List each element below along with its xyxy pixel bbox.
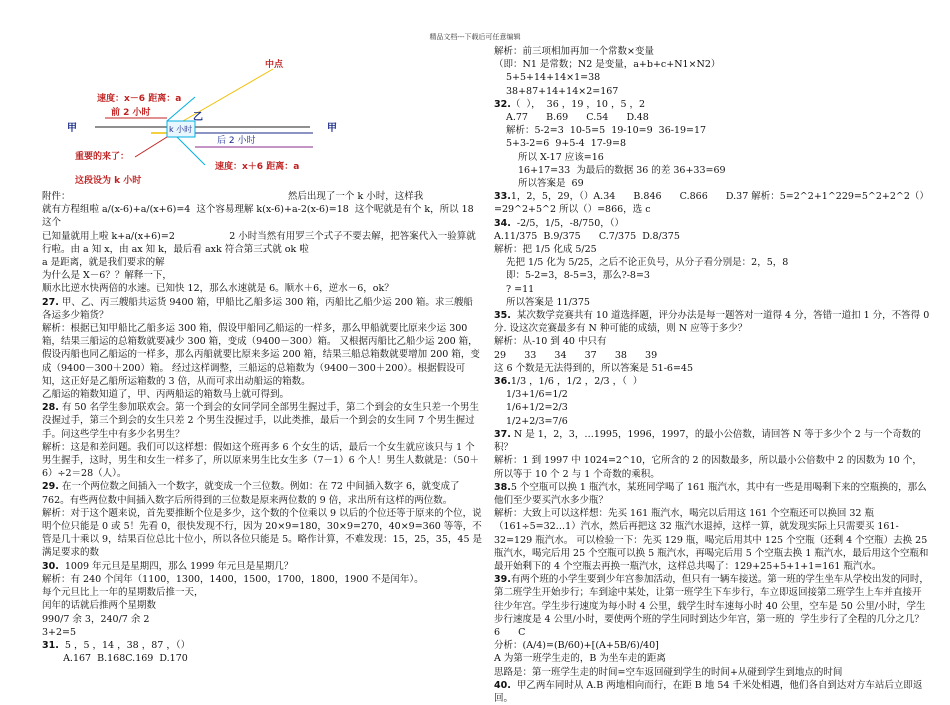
paragraph-text: 每个元旦比上一年的星期数后推一天， bbox=[42, 587, 204, 599]
jia-left-label: 甲 bbox=[67, 123, 77, 134]
paragraph bbox=[494, 454, 930, 480]
paragraph bbox=[42, 388, 482, 401]
paragraph bbox=[494, 243, 930, 256]
paragraph bbox=[42, 322, 482, 388]
important-pointer-line bbox=[135, 137, 167, 157]
paragraph-text: 有 50 名学生参加联欢会。第一个到会的女同学同全部男生握过手，第二个到会的女生只差一个男生没握过手，第三个到会的女生只差 2 个男生没握过手，以此类推，最后一个到会的女生同 7 个男生握过手。问这些学生中有多少名男生？ bbox=[42, 402, 479, 440]
paragraph bbox=[494, 283, 930, 296]
paragraph-text: 所以答案是 11/375 bbox=[506, 296, 590, 308]
speed-upstream-label: 速度：x－6 距离：a bbox=[97, 94, 182, 104]
page-header: 精品文档---下载后可任意编辑 bbox=[429, 33, 521, 41]
paragraph-text: 即：5-2=3，8-5=3，那么?-8=3 bbox=[506, 270, 650, 282]
paragraph bbox=[494, 362, 930, 375]
paragraph-text: A 为第一班学生走的，B 为坐车走的距离 bbox=[494, 653, 666, 665]
paragraph-text: 16+17=33 为最后的数据 36 的差 36+33=69 bbox=[518, 164, 726, 176]
question-number: 34. bbox=[494, 217, 511, 229]
paragraph bbox=[494, 401, 930, 414]
paragraph bbox=[42, 626, 482, 639]
paragraph-text: a 是距离，就是我们要求的解 bbox=[42, 257, 165, 269]
paragraph-text: 解析：把 1/5 化成 5/25 bbox=[494, 244, 597, 256]
paragraph-text: 在一个两位数之间插入一个数字，就变成一个三位数。例如：在 72 中间插入数字 6，就变成了 762。有些两位数中间插入数字后所得到的三位数是原来两位数的 9 倍，求出所有这样的两位数。 bbox=[42, 481, 463, 506]
paragraph-text: 3+2=5 bbox=[42, 626, 77, 638]
paragraph-text: 为什么是 X－6？？解释一下， bbox=[42, 270, 172, 282]
question-number: 29. bbox=[42, 481, 59, 493]
question-number: 39. bbox=[494, 574, 511, 586]
speed-downstream-label: 速度：x＋6 距离：a bbox=[215, 162, 300, 172]
paragraph bbox=[494, 58, 930, 71]
paragraph bbox=[42, 599, 482, 612]
paragraph bbox=[494, 652, 930, 665]
paragraph-text: 5 ，5 ，14 ，38 ，87 ，（） bbox=[58, 639, 191, 651]
paragraph bbox=[494, 573, 930, 639]
paragraph-text: 有两个班的小学生要到少年宫参加活动，但只有一辆车接送。第一班的学生坐车从学校出发的同时，第二班学生开始步行；车到途中某处，让第一班学生下车步行，车立即返回接第二班学生上车并直接开往少年宫。学生步行速度为每小时 4 公里，载学生时车速每小时 40 公里，空车是 50 公里/小时，学生步行速度是 4 公里/小时，要使两个班的学生同时到达少年宫，第一班的 学生步行了全程的几分之几？ 6 C bbox=[494, 574, 930, 638]
paragraph-text: 行啦。由 a 知 x，由 ax 知 k，最后看 axk 符合第三式就 ok 啦 bbox=[42, 243, 309, 255]
paragraph-text: 解析：前三项相加再加一个常数×变量 bbox=[494, 46, 654, 57]
paragraph bbox=[42, 401, 482, 441]
paragraph bbox=[494, 639, 930, 652]
paragraph bbox=[42, 203, 482, 229]
paragraph-text: 5+3-2=6 9+5-4 17-9=8 bbox=[506, 138, 627, 150]
jia-right-label: 甲 bbox=[327, 123, 337, 134]
paragraph-text: 1，2，5，29，（）A.34 B.846 C.866 D.37 解析：5=2^2+1^229=5^2+2^2（）=29^2+5^2 所以（）=866，选 c bbox=[494, 191, 929, 216]
paragraph-text: A.167 B.168C.169 D.170 bbox=[54, 653, 188, 665]
paragraph-text: 已知量就用上啦 k+a/(x+6)=2 2 小时当然有用罗三个式子不要去解，把答案代入一验算就 bbox=[42, 230, 476, 242]
paragraph bbox=[42, 639, 482, 652]
paragraph-text: 就有方程组啦 a/(x-6)+a/(x+6)=4 这个容易理解 k(x-6)+a-2(x-6)=18 这个呢就是有个 k，所以 18 这个 bbox=[42, 204, 477, 229]
paragraph-text: 解析：从-10 到 40 中只有 bbox=[494, 336, 607, 348]
paragraph bbox=[42, 613, 482, 626]
paragraph-text: 闰年的话就后推两个星期数 bbox=[42, 600, 157, 612]
paragraph-text: 5 个空瓶可以换 1 瓶汽水，某班同学喝了 161 瓶汽水，其中有一些是用喝剩下来的空瓶换的，那么他们至少要买汽水多少瓶？ bbox=[494, 481, 927, 506]
paragraph bbox=[494, 190, 930, 216]
paragraph-text: 解析：这是和差问题。我们可以这样想：假如这个班再多 6 个女生的话，最后一个女生就应该只与 1 个男生握手，这时，男生和女生一样多了，所以原来男生比女生多（7－1）6 个人！男生人数就是：（50＋6）÷2＝28（人）。 bbox=[42, 441, 479, 480]
paragraph bbox=[494, 98, 930, 111]
question-number: 31. bbox=[42, 639, 59, 651]
paragraph bbox=[494, 164, 930, 177]
paragraph bbox=[494, 388, 930, 401]
question-number: 40. bbox=[494, 679, 511, 691]
paragraph-text: 顺水比逆水快两倍的水速。已知快 12，那么水速就是 6。顺水＋6，逆水－6，ok？ bbox=[42, 283, 394, 295]
paragraph-text: -2/5，1/5，-8/750，（） bbox=[510, 217, 625, 229]
paragraph-text: 1/3+1/6=1/2 bbox=[506, 389, 568, 401]
paragraph bbox=[42, 652, 482, 665]
paragraph bbox=[42, 480, 482, 506]
paragraph bbox=[494, 375, 930, 388]
question-number: 28. bbox=[42, 402, 59, 414]
question-number: 37. bbox=[494, 428, 511, 440]
paragraph bbox=[42, 269, 482, 282]
paragraph-text: 甲、乙、丙三艘船共运货 9400 箱，甲船比乙船多运 300 箱，丙船比乙船少运 200 箱。求三艘船各运多少箱货？ bbox=[42, 296, 473, 321]
paragraph-text: 乙船运的箱数知道了，甲、丙两船运的箱数马上就可得到。 bbox=[42, 389, 290, 401]
boat-problem-diagram bbox=[55, 55, 355, 193]
paragraph-text: 甲乙两车同时从 A.B 两地相向而行，在距 B 地 54 千米处相遇，他们各自到达对方车站后立即返回。 bbox=[494, 679, 923, 704]
paragraph bbox=[42, 586, 482, 599]
before-2h-label: 前 2 小时 bbox=[111, 108, 151, 118]
cyan-lower-line bbox=[177, 137, 205, 165]
paragraph-text: 1/3 ，1/6 ，1/2 ，2/3 ，（ ） bbox=[510, 376, 643, 388]
paragraph-text: 38+87+14+14×2=167 bbox=[506, 85, 619, 97]
paragraph-text: 这 6 个数是无法得到的，所以答案是 51-6=45 bbox=[494, 362, 693, 374]
question-number: 33. bbox=[494, 191, 511, 203]
paragraph bbox=[42, 282, 482, 295]
paragraph-text: 29 33 34 37 38 39 bbox=[494, 349, 658, 361]
paragraph bbox=[494, 85, 930, 98]
paragraph bbox=[42, 507, 482, 560]
paragraph-text: ? =11 bbox=[506, 283, 535, 295]
paragraph bbox=[42, 190, 482, 203]
paragraph bbox=[494, 230, 930, 243]
paragraph-text: 解析：有 240 个闰年（1100，1300，1400，1500，1700，1800，1900 不是闰年）。 bbox=[42, 573, 424, 585]
paragraph bbox=[42, 230, 482, 243]
paragraph bbox=[494, 507, 930, 573]
paragraph bbox=[42, 296, 482, 322]
important-label-1: 重要的来了： bbox=[75, 152, 130, 162]
paragraph-text: 1009 年元旦是星期四，那么 1999 年元旦是星期几？ bbox=[58, 560, 294, 572]
paragraph-text: 解析：5-2=3 10-5=5 19-10=9 36-19=17 bbox=[506, 125, 707, 137]
paragraph-text: 990/7 余 3，240/7 余 2 bbox=[42, 613, 150, 625]
paragraph-text: 附件： 然后出现了一个 k 小时，这样我 bbox=[42, 191, 424, 202]
paragraph bbox=[494, 137, 930, 150]
paragraph bbox=[494, 335, 930, 348]
paragraph-text: 解析：大致上可以这样想：先买 161 瓶汽水，喝完以后用这 161 个空瓶还可以换回 32 瓶（161÷5=32…1）汽水，然后再把这 32 瓶汽水退掉，这样一算，就发现实际上只需要买 161-32=129 瓶汽水。 可以检验一下：先买 129 瓶，喝完后用其中 125 个空瓶（还剩 4 个空瓶）去换 25 瓶汽水，喝完后用 25 个空瓶可以换 5 瓶汽水，再喝完后用 5 个空瓶去换 1 瓶汽水，最后用这个空瓶和最开始剩下的 4 个空瓶去再换一瓶汽水，这样总共喝了：129+25+5+1+1=161 瓶汽水。 bbox=[494, 508, 931, 572]
paragraph bbox=[494, 111, 930, 124]
paragraph-text: 先把 1/5 化为 5/25，之后不论正负号，从分子看分别是：2，5，8 bbox=[506, 257, 789, 269]
paragraph bbox=[494, 296, 930, 309]
after-2h-label: 后 2 小时 bbox=[217, 136, 256, 146]
paragraph-text: 解析：对于这个题来说，首先要推断个位是多少，这个数的个位乘以 9 以后的个位还等于原来的个位，说明个位只能是 0 或 5！先看 0，很快发现不行，因为 20×9=180，30×9=270，40×9=360 等等，不管是几十乘以 9，结果百位总比十位小，所以各位只能是 5。略作计算，不难发现：15，25，35，45 是满足要求的数 bbox=[42, 507, 483, 559]
paragraph bbox=[42, 560, 482, 573]
paragraph bbox=[494, 124, 930, 137]
paragraph bbox=[494, 217, 930, 230]
paragraph bbox=[42, 243, 482, 256]
k-hours-label: k 小时 bbox=[169, 125, 193, 134]
paragraph-text: （ ）， 36 ，19 ，10 ，5 ，2 bbox=[510, 98, 646, 110]
question-number: 32. bbox=[494, 98, 511, 110]
paragraph bbox=[42, 573, 482, 586]
paragraph-text: 分析：(A/4)=(B/60)+[(A+5B/6)/40] bbox=[494, 640, 659, 652]
paragraph-text: 所以 X-17 应该=16 bbox=[518, 151, 604, 163]
paragraph-text: N 是 1，2，3，…1995，1996，1997，的最小公倍数，请回答 N 等于多少个 2 与一个奇数的积？ bbox=[494, 428, 921, 454]
paragraph-text: 某次数学竞赛共有 10 道选择题，评分办法是每一题答对一道得 4 分，答错一道扣 1 分，不答得 0 分. 设这次竞赛最多有 N 种可能的成绩，则 N 应等于多少？ bbox=[494, 310, 933, 335]
paragraph bbox=[494, 481, 930, 507]
paragraph-text: （即：N1 是常数；N2 是变量，a+b+c+N1×N2） bbox=[494, 59, 721, 71]
paragraph-text: 解析：根据已知甲船比乙船多运 300 箱，假设甲船同乙船运的一样多，那么甲船就要比原来少运 300 箱，结果三船运的总箱数就要减少 300 箱，变成（9400－300）箱。 又根据丙船比乙船少运 200 箱，假设丙船也同乙船运的一样多，那么丙船就要比原来多运 200 箱，结果三船总箱数就要增加 200 箱，变成（9400－300＋200）箱。 经过这样调整，三船运的总箱数为（9400－300＋200）。根据假设可知，这正好是乙船所运箱数的 3 倍，从而可求出动船运的箱数。 bbox=[42, 323, 480, 387]
paragraph-text: A.11/375 B.9/375 C.7/375 D.8/375 bbox=[494, 230, 680, 242]
paragraph bbox=[494, 269, 930, 282]
question-number: 38. bbox=[494, 481, 511, 493]
paragraph-text: 思路是：第一班学生走的时间=空车返回碰到学生的时间+从碰到学生到地点的时间 bbox=[494, 666, 843, 678]
paragraph bbox=[42, 256, 482, 269]
paragraph-text: 1/6+1/2=2/3 bbox=[506, 402, 568, 414]
paragraph bbox=[494, 45, 930, 58]
question-number: 35. bbox=[494, 310, 511, 322]
paragraph bbox=[494, 666, 930, 679]
midpoint-label: 中点 bbox=[265, 60, 284, 70]
paragraph bbox=[42, 441, 482, 481]
question-number: 36. bbox=[494, 376, 511, 388]
paragraph bbox=[494, 177, 930, 190]
paragraph-text: A.77 B.69 C.54 D.48 bbox=[506, 112, 649, 124]
paragraph bbox=[494, 309, 933, 335]
question-number: 27. bbox=[42, 296, 59, 308]
paragraph bbox=[494, 679, 930, 705]
paragraph-text: 所以答案是 69 bbox=[518, 178, 584, 190]
important-label-2: 这段设为 k 小时 bbox=[75, 176, 142, 186]
paragraph-text: 1/2+2/3=7/6 bbox=[506, 415, 568, 427]
paragraph bbox=[494, 71, 930, 84]
paragraph-text: 解析：1 到 1997 中 1024=2^10，它所含的 2 的因数最多，所以最小公倍数中 2 的因数为 10 个，所以等于 10 个 2 与 1 个奇数的乘积。 bbox=[494, 455, 922, 480]
yi-label: 乙 bbox=[193, 112, 203, 123]
left-column bbox=[42, 190, 482, 665]
paragraph bbox=[494, 256, 930, 269]
paragraph-text: 5+5+14+14×1=38 bbox=[506, 72, 601, 84]
paragraph bbox=[494, 415, 930, 428]
paragraph bbox=[494, 151, 930, 164]
right-column bbox=[494, 45, 933, 705]
paragraph bbox=[494, 428, 930, 454]
paragraph bbox=[494, 349, 930, 362]
question-number: 30. bbox=[42, 560, 59, 572]
